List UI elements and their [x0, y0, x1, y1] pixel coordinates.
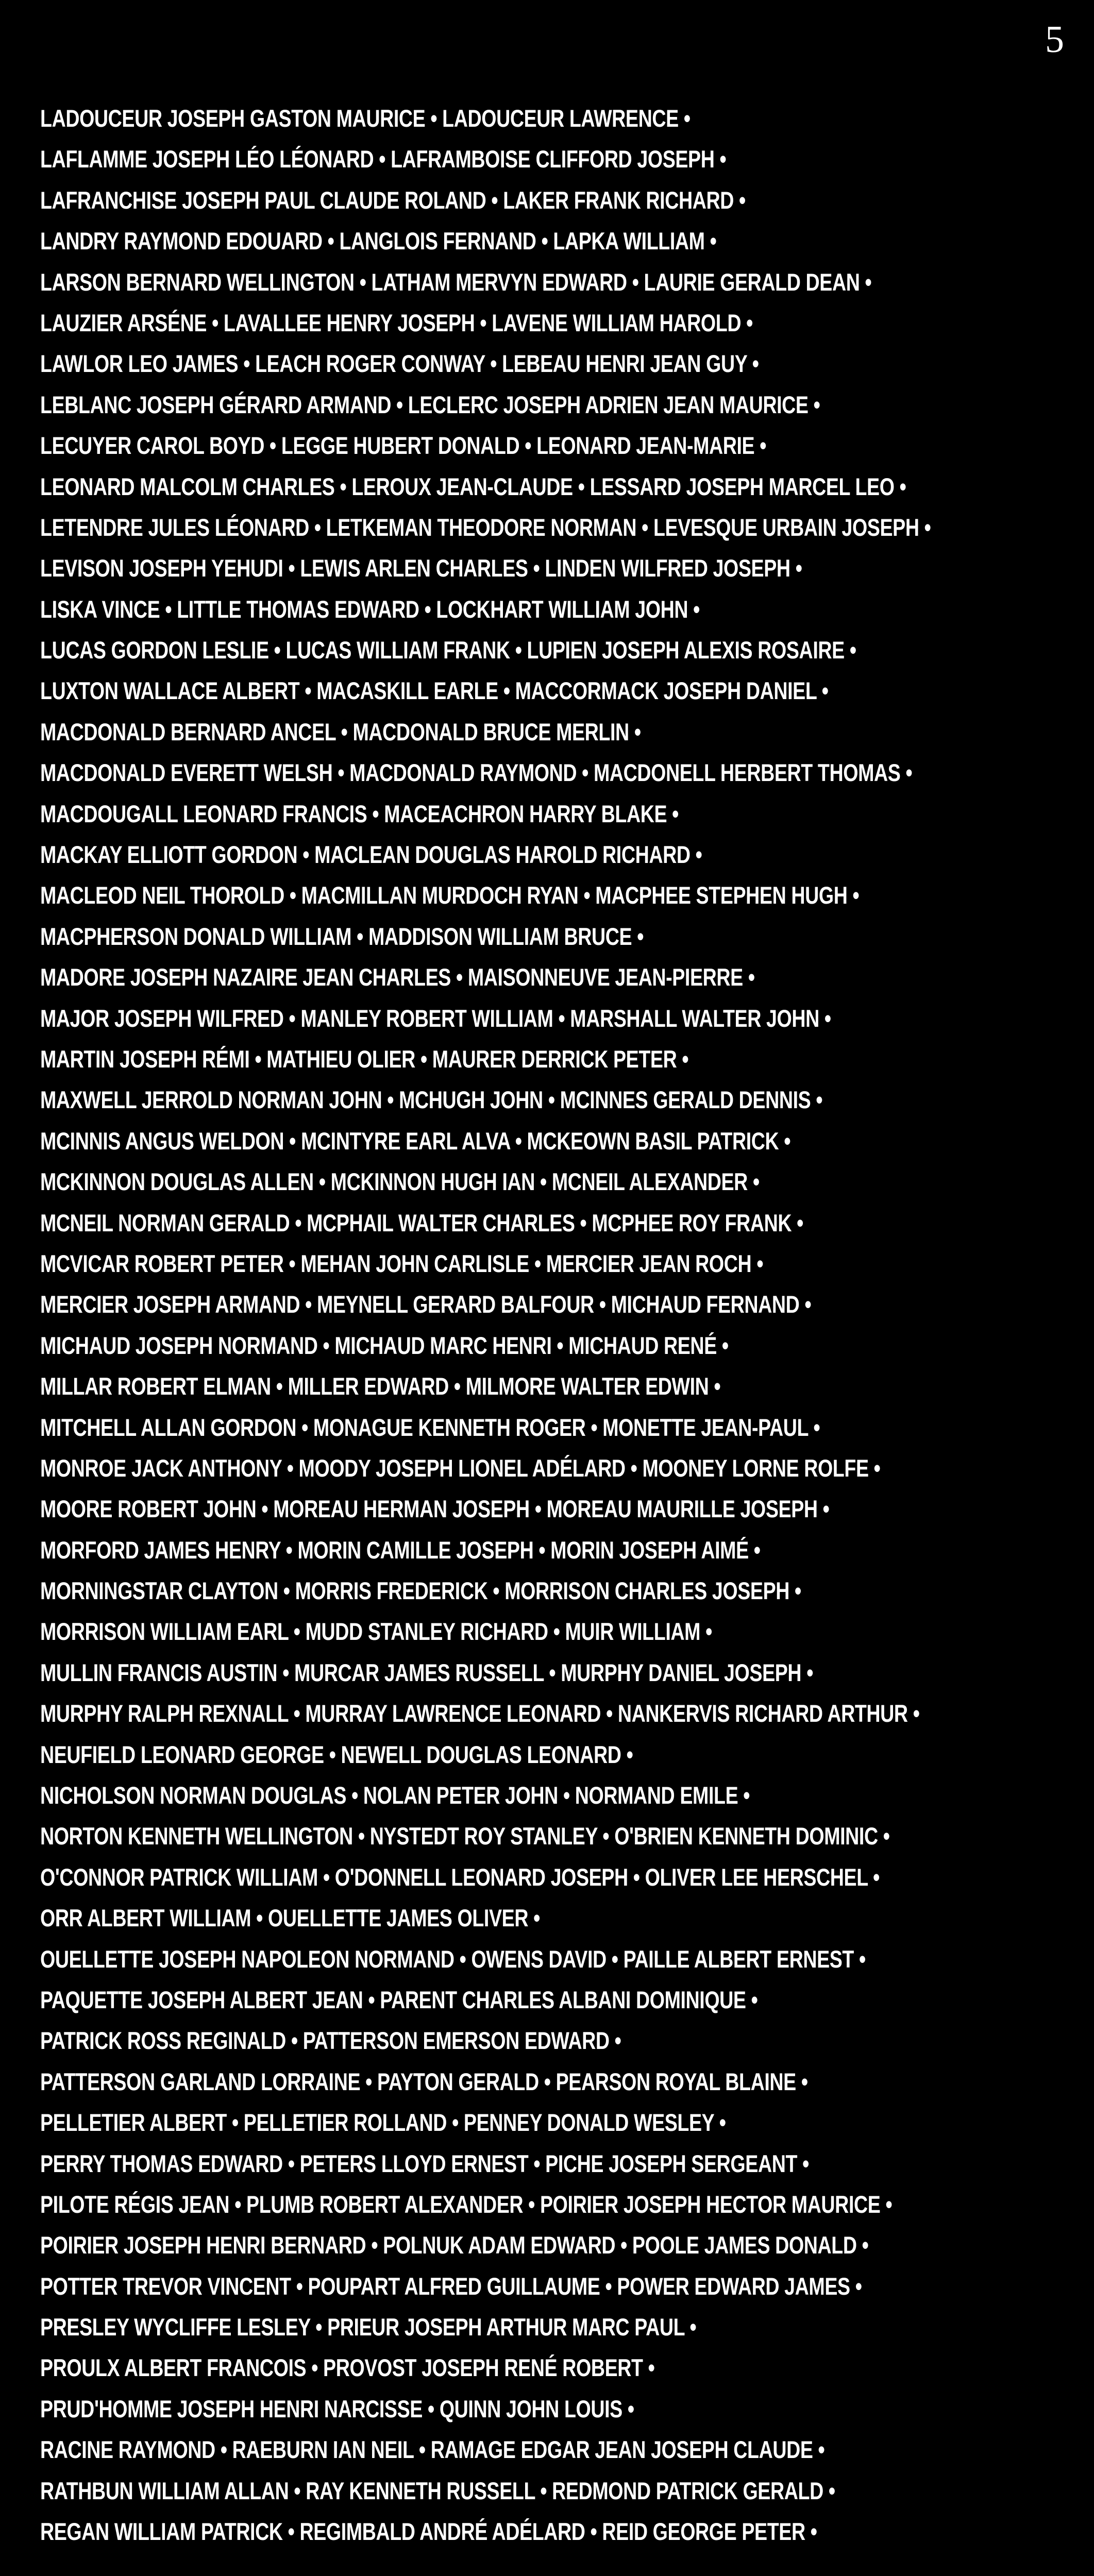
names-line: POIRIER JOSEPH HENRI BERNARD • POLNUK ADAM EDWARD • POOLE JAMES DONALD • [40, 2231, 869, 2259]
names-line: MACLEOD NEIL THOROLD • MACMILLAN MURDOCH RYAN • MACPHEE STEPHEN HUGH • [40, 882, 860, 909]
names-line: OUELLETTE JOSEPH NAPOLEON NORMAND • OWENS DAVID • PAILLE ALBERT ERNEST • [40, 1945, 866, 1973]
names-list [40, 102, 1081, 2556]
names-line: NICHOLSON NORMAN DOUGLAS • NOLAN PETER JOHN • NORMAND EMILE • [40, 1782, 750, 1809]
names-line: LARSON BERNARD WELLINGTON • LATHAM MERVYN EDWARD • LAURIE GERALD DEAN • [40, 268, 872, 296]
names-line: LAFRANCHISE JOSEPH PAUL CLAUDE ROLAND • LAKER FRANK RICHARD • [40, 186, 746, 214]
names-line: O'CONNOR PATRICK WILLIAM • O'DONNELL LEONARD JOSEPH • OLIVER LEE HERSCHEL • [40, 1863, 880, 1891]
names-line: LANDRY RAYMOND EDOUARD • LANGLOIS FERNAND • LAPKA WILLIAM • [40, 227, 717, 255]
names-line: MONROE JACK ANTHONY • MOODY JOSEPH LIONEL ADÉLARD • MOONEY LORNE ROLFE • [40, 1454, 881, 1482]
names-line: RATHBUN WILLIAM ALLAN • RAY KENNETH RUSSELL • REDMOND PATRICK GERALD • [40, 2477, 835, 2504]
names-line: MACKAY ELLIOTT GORDON • MACLEAN DOUGLAS HAROLD RICHARD • [40, 841, 702, 869]
names-line: PERRY THOMAS EDWARD • PETERS LLOYD ERNEST • PICHE JOSEPH SERGEANT • [40, 2149, 809, 2177]
names-line: PELLETIER ALBERT • PELLETIER ROLLAND • PENNEY DONALD WESLEY • [40, 2109, 726, 2137]
names-line: MURPHY RALPH REXNALL • MURRAY LAWRENCE LEONARD • NANKERVIS RICHARD ARTHUR • [40, 1700, 920, 1727]
names-line: LUCAS GORDON LESLIE • LUCAS WILLIAM FRANK • LUPIEN JOSEPH ALEXIS ROSAIRE • [40, 636, 856, 664]
names-line: PRESLEY WYCLIFFE LESLEY • PRIEUR JOSEPH ARTHUR MARC PAUL • [40, 2313, 697, 2341]
names-line: PRUD'HOMME JOSEPH HENRI NARCISSE • QUINN JOHN LOUIS • [40, 2395, 634, 2422]
names-line: MITCHELL ALLAN GORDON • MONAGUE KENNETH ROGER • MONETTE JEAN-PAUL • [40, 1413, 820, 1441]
names-line: ORR ALBERT WILLIAM • OUELLETTE JAMES OLIVER • [40, 1904, 540, 1932]
names-line: LAWLOR LEO JAMES • LEACH ROGER CONWAY • LEBEAU HENRI JEAN GUY • [40, 350, 759, 378]
names-line: MACPHERSON DONALD WILLIAM • MADDISON WILLIAM BRUCE • [40, 922, 644, 950]
names-line: PATTERSON GARLAND LORRAINE • PAYTON GERALD • PEARSON ROYAL BLAINE • [40, 2067, 808, 2095]
names-line: MCKINNON DOUGLAS ALLEN • MCKINNON HUGH IAN • MCNEIL ALEXANDER • [40, 1168, 760, 1196]
names-line: LISKA VINCE • LITTLE THOMAS EDWARD • LOCKHART WILLIAM JOHN • [40, 595, 700, 623]
names-line: MILLAR ROBERT ELMAN • MILLER EDWARD • MILMORE WALTER EDWIN • [40, 1372, 721, 1400]
names-line: NEUFIELD LEONARD GEORGE • NEWELL DOUGLAS LEONARD • [40, 1740, 633, 1768]
names-line: MACDOUGALL LEONARD FRANCIS • MACEACHRON HARRY BLAKE • [40, 800, 679, 827]
names-line: MACDONALD BERNARD ANCEL • MACDONALD BRUCE MERLIN • [40, 718, 641, 745]
names-line: MARTIN JOSEPH RÉMI • MATHIEU OLIER • MAURER DERRICK PETER • [40, 1045, 689, 1073]
names-line: LADOUCEUR JOSEPH GASTON MAURICE • LADOUCEUR LAWRENCE • [40, 105, 691, 132]
names-line: MAJOR JOSEPH WILFRED • MANLEY ROBERT WILLIAM • MARSHALL WALTER JOHN • [40, 1004, 831, 1032]
names-line: MOORE ROBERT JOHN • MOREAU HERMAN JOSEPH • MOREAU MAURILLE JOSEPH • [40, 1495, 830, 1523]
names-line: PATRICK ROSS REGINALD • PATTERSON EMERSON EDWARD • [40, 2027, 621, 2055]
names-line: MICHAUD JOSEPH NORMAND • MICHAUD MARC HENRI • MICHAUD RENÉ • [40, 1331, 729, 1359]
names-line: MCVICAR ROBERT PETER • MEHAN JOHN CARLISLE • MERCIER JEAN ROCH • [40, 1249, 764, 1277]
names-line: NORTON KENNETH WELLINGTON • NYSTEDT ROY STANLEY • O'BRIEN KENNETH DOMINIC • [40, 1822, 890, 1850]
names-line: PAQUETTE JOSEPH ALBERT JEAN • PARENT CHARLES ALBANI DOMINIQUE • [40, 1986, 758, 2013]
names-line: MAXWELL JERROLD NORMAN JOHN • MCHUGH JOHN • MCINNES GERALD DENNIS • [40, 1086, 823, 1114]
names-line: MORNINGSTAR CLAYTON • MORRIS FREDERICK • MORRISON CHARLES JOSEPH • [40, 1577, 801, 1605]
names-line: LAFLAMME JOSEPH LÉO LÉONARD • LAFRAMBOISE CLIFFORD JOSEPH • [40, 145, 727, 173]
names-line: MORFORD JAMES HENRY • MORIN CAMILLE JOSEPH • MORIN JOSEPH AIMÉ • [40, 1536, 761, 1564]
names-line: LETENDRE JULES LÉONARD • LETKEMAN THEODORE NORMAN • LEVESQUE URBAIN JOSEPH • [40, 513, 931, 541]
names-line: MADORE JOSEPH NAZAIRE JEAN CHARLES • MAISONNEUVE JEAN-PIERRE • [40, 963, 755, 991]
names-line: PILOTE RÉGIS JEAN • PLUMB ROBERT ALEXANDER • POIRIER JOSEPH HECTOR MAURICE • [40, 2190, 893, 2218]
names-line: MCINNIS ANGUS WELDON • MCINTYRE EARL ALVA • MCKEOWN BASIL PATRICK • [40, 1127, 791, 1155]
names-line: MERCIER JOSEPH ARMAND • MEYNELL GERARD BALFOUR • MICHAUD FERNAND • [40, 1291, 812, 1318]
names-line: LUXTON WALLACE ALBERT • MACASKILL EARLE • MACCORMACK JOSEPH DANIEL • [40, 677, 829, 705]
names-line: MACDONALD EVERETT WELSH • MACDONALD RAYMOND • MACDONELL HERBERT THOMAS • [40, 759, 913, 787]
names-line: LAUZIER ARSÉNE • LAVALLEE HENRY JOSEPH • LAVENE WILLIAM HAROLD • [40, 309, 753, 336]
page-number: 5 [1045, 19, 1064, 61]
names-line: POTTER TREVOR VINCENT • POUPART ALFRED GUILLAUME • POWER EDWARD JAMES • [40, 2272, 862, 2300]
names-line: REGAN WILLIAM PATRICK • REGIMBALD ANDRÉ ADÉLARD • REID GEORGE PETER • [40, 2518, 817, 2546]
names-line: LEVISON JOSEPH YEHUDI • LEWIS ARLEN CHARLES • LINDEN WILFRED JOSEPH • [40, 554, 802, 582]
names-line: MULLIN FRANCIS AUSTIN • MURCAR JAMES RUSSELL • MURPHY DANIEL JOSEPH • [40, 1658, 813, 1686]
names-line: MORRISON WILLIAM EARL • MUDD STANLEY RICHARD • MUIR WILLIAM • [40, 1618, 712, 1646]
names-line: MCNEIL NORMAN GERALD • MCPHAIL WALTER CHARLES • MCPHEE ROY FRANK • [40, 1209, 803, 1236]
names-line: RACINE RAYMOND • RAEBURN IAN NEIL • RAMAGE EDGAR JEAN JOSEPH CLAUDE • [40, 2436, 825, 2464]
names-line: LECUYER CAROL BOYD • LEGGE HUBERT DONALD • LEONARD JEAN-MARIE • [40, 432, 767, 460]
names-line: LEBLANC JOSEPH GÉRARD ARMAND • LECLERC JOSEPH ADRIEN JEAN MAURICE • [40, 391, 820, 418]
names-line: PROULX ALBERT FRANCOIS • PROVOST JOSEPH RENÉ ROBERT • [40, 2354, 655, 2382]
names-line: LEONARD MALCOLM CHARLES • LEROUX JEAN-CLAUDE • LESSARD JOSEPH MARCEL LEO • [40, 472, 906, 500]
